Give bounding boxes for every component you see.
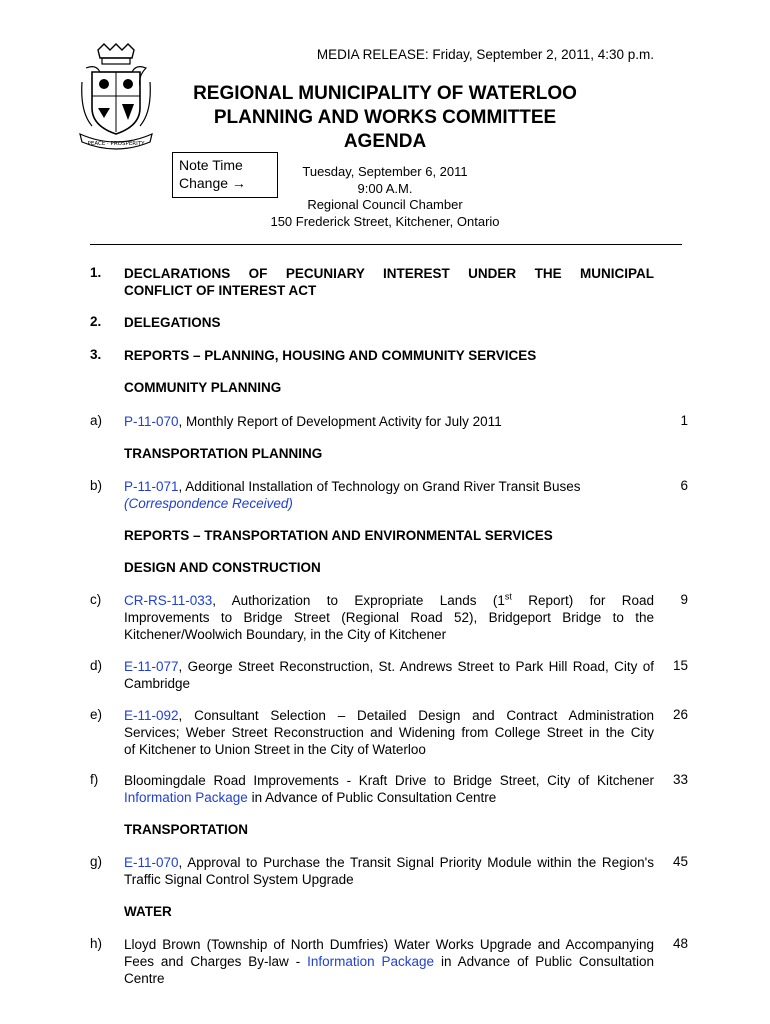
section-number: 2. [90, 314, 102, 329]
correspondence-link[interactable]: (Correspondence Received) [124, 496, 293, 511]
report-link[interactable]: E-11-070 [124, 855, 179, 870]
subheading: REPORTS – TRANSPORTATION AND ENVIRONMENTAL SERVICES [124, 528, 553, 543]
page-number: 1 [680, 413, 688, 428]
item-letter: f) [90, 772, 99, 787]
subheading: TRANSPORTATION PLANNING [124, 446, 323, 461]
page-number: 48 [672, 936, 688, 951]
page-number: 9 [680, 592, 688, 607]
page-number: 45 [672, 854, 688, 869]
agenda-item-d: E-11-077, George Street Reconstruction, St. Andrews Street to Park Hill Road, City of Cambridge [124, 659, 654, 691]
report-link[interactable]: E-11-077 [124, 659, 179, 674]
agenda-item-c: CR-RS-11-033, Authorization to Expropriate Lands (1st Report) for Road Improvements to Bridge Street (Regional Road 52), Bridgeport Bridge to the Kitchener/Woolwich Boundary, in the City of Kitchener [124, 591, 655, 642]
section-declarations: DECLARATIONS OF PECUNIARY INTEREST UNDER THE MUNICIPAL CONFLICT OF INTEREST ACT [124, 266, 654, 298]
section-reports-planning: REPORTS – PLANNING, HOUSING AND COMMUNITY SERVICES [124, 348, 537, 363]
item-letter: h) [90, 936, 103, 951]
agenda-item-f: Bloomingdale Road Improvements - Kraft Drive to Bridge Street, City of Kitchener Information Package in Advance of Public Consultation Centre [124, 773, 654, 805]
agenda-item-g: E-11-070, Approval to Purchase the Transit Signal Priority Module within the Region's Traffic Signal Control System Upgrade [124, 855, 654, 887]
item-letter: c) [90, 592, 102, 607]
agenda-item-a: P-11-070, Monthly Report of Development Activity for July 2011 [124, 414, 502, 429]
item-letter: e) [90, 707, 103, 722]
meeting-details: Tuesday, September 6, 2011 9:00 A.M. Regional Council Chamber 150 Frederick Street, Kitchener, Ontario [270, 164, 500, 229]
item-letter: g) [90, 854, 103, 869]
media-release: MEDIA RELEASE: Friday, September 2, 2011, 4:30 p.m. [316, 47, 654, 62]
information-package-link[interactable]: Information Package [124, 790, 248, 805]
subheading: TRANSPORTATION [124, 822, 248, 837]
page-number: 33 [672, 772, 688, 787]
coat-of-arms-icon [78, 42, 154, 152]
agenda-item-e: E-11-092, Consultant Selection – Detailed Design and Contract Administration Services; Weber Street Reconstruction and Widening from College Street in the City of Kitchener to Union Street in the City of Waterloo [124, 708, 654, 757]
subheading: COMMUNITY PLANNING [124, 380, 282, 395]
subheading: WATER [124, 904, 172, 919]
report-link[interactable]: P-11-070 [124, 414, 179, 429]
page-number: 6 [680, 478, 688, 493]
header-divider [90, 244, 682, 245]
page-number: 26 [672, 707, 688, 722]
agenda-item-h: Lloyd Brown (Township of North Dumfries) Water Works Upgrade and Accompanying Fees and Charges By-law - Information Package in Advance of Public Consultation Centre [124, 937, 654, 986]
report-link[interactable]: E-11-092 [124, 708, 179, 723]
item-letter: a) [90, 413, 103, 428]
agenda-item-b: P-11-071, Additional Installation of Technology on Grand River Transit Buses (Correspondence Received) [124, 478, 654, 512]
subheading: DESIGN AND CONSTRUCTION [124, 560, 321, 575]
item-letter: b) [90, 478, 103, 493]
page-number: 15 [672, 658, 688, 673]
item-letter: d) [90, 658, 103, 673]
report-link[interactable]: CR-RS-11-033 [124, 593, 213, 608]
section-number: 3. [90, 347, 102, 362]
page-title: REGIONAL MUNICIPALITY OF WATERLOO PLANNING AND WORKS COMMITTEE AGENDA [193, 83, 577, 152]
information-package-link[interactable]: Information Package [307, 954, 435, 969]
time-change-note: Note Time Change → [172, 152, 278, 198]
crest-motto: PEACE · PROSPERITY [87, 141, 145, 147]
section-delegations: DELEGATIONS [124, 315, 221, 330]
section-number: 1. [90, 265, 102, 280]
report-link[interactable]: P-11-071 [124, 479, 179, 494]
